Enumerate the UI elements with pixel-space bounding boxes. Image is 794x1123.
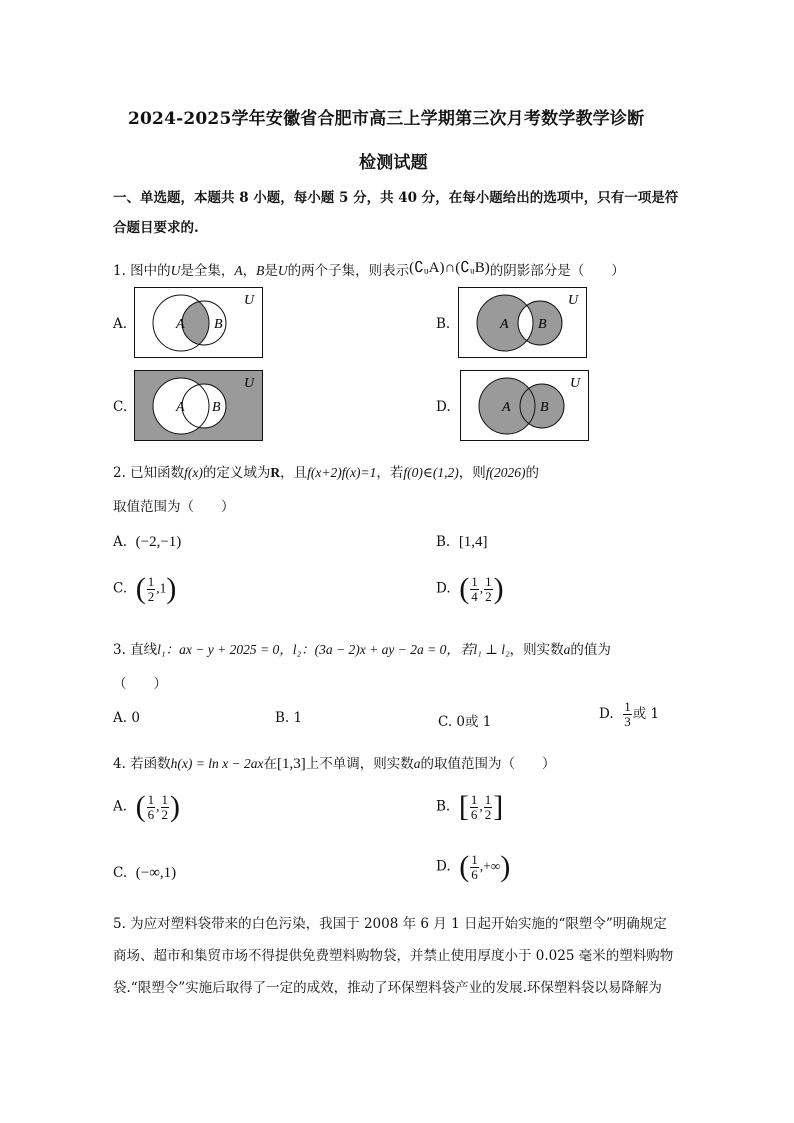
question-4-stem: 4. 若函数h(x) = ln x − 2ax在[1,3]上不单调，则实数a的取值范围为（ ） — [113, 756, 556, 772]
q2-option-a: A. (−2,−1) — [113, 534, 182, 550]
question-5-line2: 商场、超市和集贸市场不得提供免费塑料购物袋，并禁止使用厚度小于 0.025 毫米的塑料购物 — [113, 948, 674, 964]
venn-label-u: U — [244, 376, 255, 391]
venn-diagram-c — [134, 370, 264, 442]
title-line1: 2024-2025学年安徽省合肥市高三上学期第三次月考数学教学诊断 — [128, 109, 645, 129]
venn-diagram-b — [458, 287, 588, 359]
q3-option-c: C. 0或 1 — [438, 714, 492, 730]
q4-option-c: C. (−∞,1) — [113, 865, 177, 881]
venn-label-a: A — [176, 400, 185, 415]
question-1-stem: 1. 图中的U是全集，A，B是U的两个子集，则表示(∁ᵤA)∩(∁ᵤB)的阴影部分是（ ） — [113, 260, 625, 279]
question-3-stem-line2: （ ） — [113, 676, 167, 692]
q2-option-d: D. ( $\frac{1}{4}$ , $\frac{1}{2}$ ) — [436, 572, 504, 605]
q3-option-d: D. $\frac{1}{3}$ 或 1 — [599, 699, 660, 729]
venn-label-b: B — [540, 400, 549, 415]
q4-option-a: A. ( $\frac{1}{6}$ , $\frac{1}{2}$ ) — [113, 790, 181, 823]
set-expression: (∁ᵤA)∩(∁ᵤB) — [409, 260, 490, 276]
q4-option-d: D. ( $\frac{1}{6}$ ,+∞) — [436, 850, 511, 883]
q1-option-b-label: B. — [436, 316, 451, 332]
venn-label-a: A — [502, 400, 511, 415]
q2-option-c: C. ( $\frac{1}{2}$ ,1) — [113, 572, 177, 605]
question-2-stem-line1: 2. 已知函数f(x)的定义域为R，且f(x+2)f(x)=1，若f(0)∈(1,2)，则f(2026)的 — [113, 465, 539, 481]
venn-diagram-a — [134, 287, 264, 359]
title-line2: 检测试题 — [359, 153, 428, 173]
q2-option-b: B. [1,4] — [436, 534, 488, 550]
question-5-line1: 5. 为应对塑料袋带来的白色污染，我国于 2008 年 6 月 1 日起开始实施的“限塑令”明确规定 — [113, 916, 667, 932]
venn-label-u: U — [570, 376, 581, 391]
q3-option-b: B. 1 — [275, 710, 303, 726]
q1-option-a-label: A. — [113, 316, 128, 332]
q3-option-a: A. 0 — [113, 710, 140, 726]
q1-option-d-label: D. — [436, 399, 451, 415]
venn-diagram-d — [460, 370, 590, 442]
question-3-stem-line1: 3. 直线l₁：ax − y + 2025 = 0，l₂：(3a − 2)x + ay − 2a = 0，若l₁ ⊥ l₂，则实数a的值为 — [113, 642, 611, 658]
venn-label-a: A — [176, 317, 185, 332]
q4-option-b: B. [ $\frac{1}{6}$ , $\frac{1}{2}$ ] — [436, 790, 504, 823]
venn-label-u: U — [568, 293, 579, 308]
question-5-line3: 袋.“限塑令”实施后取得了一定的成效，推动了环保塑料袋产业的发展.环保塑料袋以易降解为 — [113, 980, 662, 996]
section-header-line1: 一、单选题，本题共 8 小题，每小题 5 分，共 40 分，在每小题给出的选项中，只有一项是符 — [113, 190, 679, 206]
q1-option-c-label: C. — [113, 399, 128, 415]
venn-label-a: A — [500, 317, 509, 332]
venn-label-b: B — [538, 317, 547, 332]
question-2-stem-line2: 取值范围为（ ） — [113, 499, 235, 515]
venn-label-b: B — [214, 317, 223, 332]
section-header-line2: 合题目要求的. — [113, 220, 199, 236]
venn-label-u: U — [244, 293, 255, 308]
venn-label-b: B — [212, 400, 221, 415]
